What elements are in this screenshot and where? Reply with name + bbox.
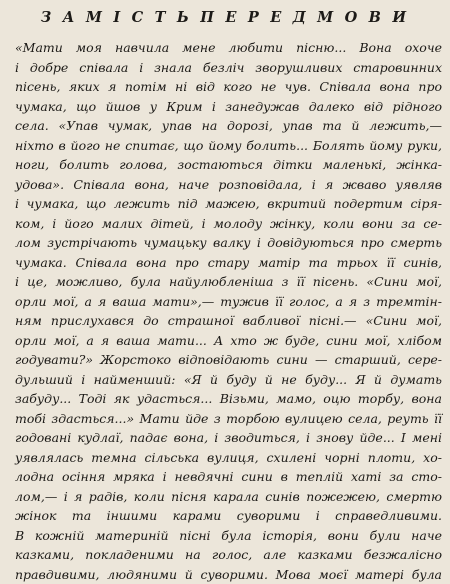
text-line: пісень, яких я потім ні від кого не чув. Співала вона про — [15, 77, 442, 97]
text-line: ноги, болить голова, зостаються дітки маленькі, жінка- — [15, 155, 442, 175]
text-line: лом,— і я радів, коли пісня карала синів пожежею, смертю — [15, 487, 442, 507]
text-line: ніхто в його не спитає, що йому болить... Болять йому руки, — [15, 136, 442, 156]
text-line: уявлялась темна сільська вулиця, схилені чорні плоти, хо- — [15, 448, 442, 468]
text-line: годовані кудлаї, падає вона, і зводиться, і знову йде... І мені — [15, 428, 442, 448]
text-line: ням прислухався до страшної вабливої пісні.— «Сини мої, — [15, 311, 442, 331]
text-line: тобі здасться...» Мати йде з торбою вулицею села, реуть її — [15, 409, 442, 429]
text-line: і чумака, що лежить під мажею, вкритий подертим сіря- — [15, 194, 442, 214]
text-line: «Мати моя навчила мене любити пісню... Вона охоче — [15, 38, 442, 58]
text-line: казками, покладеними на голос, але казками безжалісно — [15, 545, 442, 565]
text-line: дульший і найменший: «Я й буду й не буду... Я й думать — [15, 370, 442, 390]
text-line: удова». Співала вона, наче розповідала, і я жваво уявляв — [15, 175, 442, 195]
text-line: правдивими, людяними й суворими. Мова моєї матері була — [15, 565, 442, 584]
text-line: годувати?» Жорстоко відповідають сини — старший, сере- — [15, 350, 442, 370]
text-line: орли мої, а я ваша мати... А хто ж буде, сини мої, хлібом — [15, 331, 442, 351]
text-line: села. «Упав чумак, упав на дорозі, упав та й лежить,— — [15, 116, 442, 136]
text-line: жінок та іншими карами суворими і справедливими. — [15, 506, 442, 526]
body-text — [15, 38, 442, 584]
text-line: лодна осіння мряка і невдячні сини в теплій хаті за сто- — [15, 467, 442, 487]
text-line: ком, і його малих дітей, і молоду жінку, коли вони за се- — [15, 214, 442, 234]
text-line: і це, можливо, була найулюбленіша з її пісень. «Сини мої, — [15, 272, 442, 292]
text-line: і добре співала і знала безліч зворушливих старовинних — [15, 58, 442, 78]
text-line: орли мої, а я ваша мати»,— тужив її голос, а я з тремтін- — [15, 292, 442, 312]
page-heading: З А М І С Т Ь П Е Р Е Д М О В И — [0, 8, 450, 28]
text-line: чумака, що йшов у Крим і занедужав далеко від рідного — [15, 97, 442, 117]
text-line: забуду... Тоді як удасться... Візьми, мамо, оцю торбу, вона — [15, 389, 442, 409]
text-line: чумака. Співала вона про стару матір та трьох її синів, — [15, 253, 442, 273]
text-line: лом зустрічають чумацьку валку і довідуються про смерть — [15, 233, 442, 253]
text-line: В кожній материній пісні була історія, вони були наче — [15, 526, 442, 546]
